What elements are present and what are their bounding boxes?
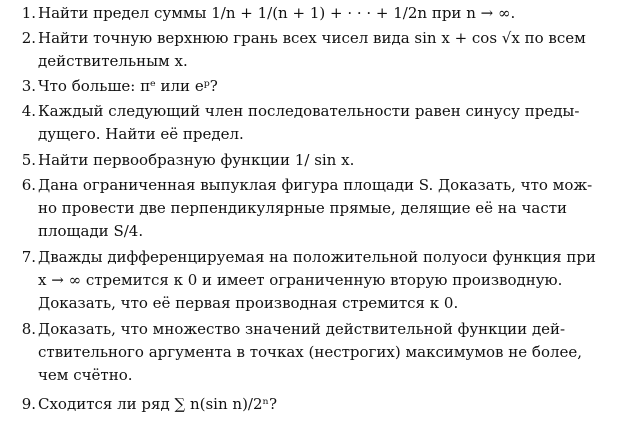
problem-line: Доказать, что множество значений действительной функции дей- xyxy=(38,320,566,338)
problem-line: x → ∞ стремится к 0 и имеет ограниченную вторую производную. xyxy=(38,271,563,289)
problem-text xyxy=(38,27,610,73)
problem-number: 8. xyxy=(21,320,36,338)
problem-line: Доказать, что её первая производная стремится к 0. xyxy=(38,294,459,312)
problem-number: 1. xyxy=(21,4,36,22)
problem-text xyxy=(38,393,610,416)
problem-line: Найти первообразную функции 1/ sin x. xyxy=(38,151,355,169)
problem-line: Найти точную верхнюю грань всех чисел вида sin x + cos √x по всем xyxy=(38,29,586,47)
problem-number: 9. xyxy=(21,395,36,413)
problem-line: ствительного аргумента в точках (нестрогих) максимумов не более, xyxy=(38,343,583,361)
problem-number: 5. xyxy=(21,151,36,169)
problem-line: но провести две перпендикулярные прямые, делящие её на части xyxy=(38,199,568,217)
problem-line: Что больше: πᵉ или eᵖ? xyxy=(38,77,218,95)
problem-number: 6. xyxy=(21,176,36,194)
problem-line: Найти предел суммы 1/n + 1/(n + 1) + · · · + 1/2n при n → ∞. xyxy=(38,4,516,22)
problem-text xyxy=(38,2,610,25)
problem-text xyxy=(38,318,610,387)
problem-text xyxy=(38,100,610,146)
problem-text xyxy=(38,174,610,243)
problem-line: чем счётно. xyxy=(38,366,133,384)
problem-line: Каждый следующий член последовательности равен синусу преды- xyxy=(38,102,580,120)
problem-line: Сходится ли ряд ∑ n(sin n)/2ⁿ? xyxy=(38,395,278,413)
problem-number: 4. xyxy=(21,102,36,120)
problem-line: Дана ограниченная выпуклая фигура площади S. Доказать, что мож- xyxy=(38,176,593,194)
problem-line: площади S/4. xyxy=(38,222,144,240)
problem-text xyxy=(38,246,610,315)
problem-line: дущего. Найти её предел. xyxy=(38,125,244,143)
problem-line: Дважды дифференцируемая на положительной полуоси функция при xyxy=(38,248,596,266)
problem-text xyxy=(38,75,610,98)
problem-number: 7. xyxy=(21,248,36,266)
problem-number: 2. xyxy=(21,29,36,47)
problem-number: 3. xyxy=(21,77,36,95)
problem-text xyxy=(38,149,610,172)
problem-line: действительным x. xyxy=(38,52,188,70)
